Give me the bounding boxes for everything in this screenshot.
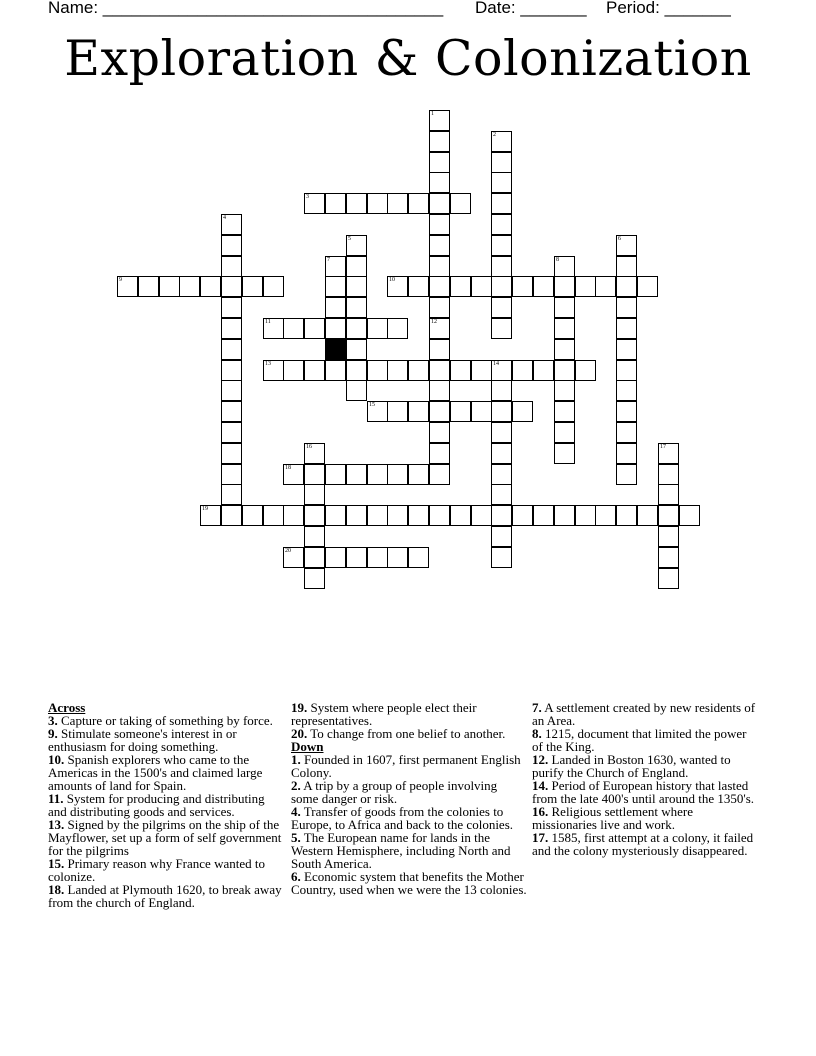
crossword-cell[interactable] (138, 276, 159, 297)
down-clue: 7. A settlement created by new residents of an Area. (532, 700, 756, 728)
down-clue: 1. Founded in 1607, first permanent English Colony. (291, 752, 521, 780)
crossword-cell[interactable] (429, 464, 450, 485)
crossword-cell[interactable] (325, 464, 346, 485)
crossword-cell[interactable] (429, 276, 450, 297)
crossword-cell[interactable] (491, 484, 512, 505)
crossword-cell[interactable] (429, 505, 450, 526)
crossword-cell[interactable] (221, 443, 242, 464)
crossword-cell[interactable] (616, 256, 637, 277)
crossword-cell[interactable] (575, 276, 596, 297)
crossword-cell[interactable] (512, 276, 533, 297)
across-clue: 18. Landed at Plymouth 1620, to break away from the church of England. (48, 882, 282, 910)
crossword-cell[interactable] (554, 256, 575, 277)
crossword-cell[interactable] (346, 297, 367, 318)
crossword-cell[interactable] (429, 380, 450, 401)
clue-number: 17 (660, 444, 666, 450)
crossword-cell[interactable] (387, 464, 408, 485)
crossword-cell[interactable] (491, 401, 512, 422)
across-clue: 15. Primary reason why France wanted to colonize. (48, 856, 265, 884)
crossword-cell[interactable] (179, 276, 200, 297)
crossword-cell[interactable] (200, 276, 221, 297)
crossword-cell[interactable] (346, 256, 367, 277)
crossword-cell[interactable] (263, 505, 284, 526)
crossword-cell[interactable] (533, 360, 554, 381)
crossword-cell[interactable] (221, 318, 242, 339)
crossword-cell[interactable] (221, 401, 242, 422)
crossword-cell[interactable] (263, 276, 284, 297)
crossword-cell[interactable] (367, 193, 388, 214)
crossword-cell[interactable] (325, 297, 346, 318)
crossword-cell[interactable] (304, 193, 325, 214)
crossword-cell[interactable] (304, 360, 325, 381)
crossword-cell[interactable] (491, 526, 512, 547)
down-clue: 6. Economic system that benefits the Mother Country, used when we were the 13 colonies. (291, 869, 527, 897)
crossword-cell[interactable] (533, 276, 554, 297)
crossword-cell[interactable] (595, 276, 616, 297)
crossword-cell[interactable] (491, 172, 512, 193)
crossword-cell[interactable] (429, 214, 450, 235)
crossword-cell[interactable] (616, 318, 637, 339)
down-heading: Down (291, 739, 324, 754)
clues-column-2 (291, 701, 527, 896)
crossword-cell[interactable] (283, 360, 304, 381)
down-clue: 4. Transfer of goods from the colonies to Europe, to Africa and back to the colonies. (291, 804, 514, 832)
down-clue: 17. 1585, first attempt at a colony, it failed and the colony mysteriously disappeared. (532, 830, 754, 858)
clue-number: 2 (493, 132, 496, 138)
crossword-cell[interactable] (408, 464, 429, 485)
crossword-cell[interactable] (429, 256, 450, 277)
crossword-cell[interactable] (367, 505, 388, 526)
page-title: Exploration & Colonization (64, 30, 752, 87)
crossword-cell[interactable] (387, 401, 408, 422)
crossword-cell[interactable] (117, 276, 138, 297)
crossword-cell[interactable] (554, 297, 575, 318)
clues-column-1 (48, 701, 284, 909)
crossword-cell[interactable] (658, 568, 679, 589)
crossword-cell[interactable] (221, 276, 242, 297)
crossword-cell[interactable] (367, 464, 388, 485)
crossword-cell[interactable] (491, 131, 512, 152)
crossword-cell[interactable] (304, 464, 325, 485)
crossword-cell[interactable] (491, 214, 512, 235)
crossword-cell[interactable] (575, 505, 596, 526)
crossword-cell[interactable] (533, 505, 554, 526)
crossword-cell[interactable] (616, 276, 637, 297)
crossword-cell[interactable] (471, 276, 492, 297)
crossword-cell[interactable] (554, 380, 575, 401)
clue-number: 1 (431, 111, 434, 117)
crossword-cell[interactable] (491, 318, 512, 339)
crossword-cell[interactable] (346, 505, 367, 526)
crossword-cell[interactable] (616, 297, 637, 318)
crossword-cell[interactable] (221, 484, 242, 505)
crossword-cell[interactable] (325, 547, 346, 568)
crossword-cell[interactable] (471, 401, 492, 422)
period-field[interactable]: Period: _______ (606, 0, 731, 17)
crossword-cell[interactable] (346, 193, 367, 214)
crossword-cell[interactable] (325, 276, 346, 297)
crossword-cell[interactable] (450, 401, 471, 422)
clue-number: 3 (306, 194, 309, 200)
crossword-cell[interactable] (450, 276, 471, 297)
crossword-cell[interactable] (512, 401, 533, 422)
clue-number: 6 (618, 236, 621, 242)
crossword-cell[interactable] (491, 276, 512, 297)
clue-number: 16 (306, 444, 312, 450)
crossword-cell[interactable] (367, 401, 388, 422)
crossword-cell[interactable] (387, 276, 408, 297)
crossword-cell[interactable] (491, 422, 512, 443)
crossword-cell[interactable] (679, 505, 700, 526)
crossword-cell[interactable] (221, 464, 242, 485)
crossword-cell[interactable] (554, 505, 575, 526)
crossword-cell[interactable] (450, 193, 471, 214)
crossword-cell[interactable] (221, 235, 242, 256)
crossword-cell[interactable] (283, 505, 304, 526)
crossword-cell[interactable] (554, 318, 575, 339)
across-clue: 11. System for producing and distributing and distributing goods and services. (48, 791, 265, 819)
crossword-cell[interactable] (637, 276, 658, 297)
crossword-cell[interactable] (387, 360, 408, 381)
crossword-cell[interactable] (429, 110, 450, 131)
crossword-cell[interactable] (658, 484, 679, 505)
down-clue: 8. 1215, document that limited the power of the King. (532, 726, 747, 754)
crossword-cell[interactable] (283, 318, 304, 339)
crossword-cell[interactable] (263, 360, 284, 381)
crossword-cell[interactable] (471, 360, 492, 381)
crossword-cell[interactable] (429, 235, 450, 256)
crossword-cell[interactable] (346, 464, 367, 485)
crossword-cell[interactable] (616, 505, 637, 526)
across-heading: Across (48, 700, 86, 715)
across-clue: 10. Spanish explorers who came to the Americas in the 1500's and claimed large amounts of land for Spain. (48, 752, 263, 793)
crossword-cell[interactable] (658, 526, 679, 547)
crossword-cell[interactable] (408, 547, 429, 568)
crossword-cell[interactable] (200, 505, 221, 526)
crossword-cell[interactable] (304, 505, 325, 526)
crossword-cell[interactable] (616, 360, 637, 381)
crossword-cell[interactable] (491, 380, 512, 401)
crossword-cell[interactable] (595, 505, 616, 526)
crossword-cell[interactable] (429, 339, 450, 360)
crossword-cell[interactable] (221, 380, 242, 401)
crossword-cell[interactable] (491, 297, 512, 318)
clue-number: 10 (389, 277, 395, 283)
crossword-cell[interactable] (491, 193, 512, 214)
crossword-cell[interactable] (491, 256, 512, 277)
across-clue: 13. Signed by the pilgrims on the ship of the Mayflower, set up a form of self government for the pilgrims (48, 817, 282, 858)
crossword-cell[interactable] (346, 235, 367, 256)
crossword-cell[interactable] (429, 297, 450, 318)
crossword-cell[interactable] (658, 547, 679, 568)
crossword-cell[interactable] (429, 131, 450, 152)
crossword-cell[interactable] (408, 276, 429, 297)
crossword-cell[interactable] (387, 505, 408, 526)
crossword-cell[interactable] (616, 464, 637, 485)
clue-number: 9 (119, 277, 122, 283)
crossword-cell[interactable] (325, 360, 346, 381)
crossword-cell[interactable] (512, 505, 533, 526)
crossword-cell[interactable] (491, 152, 512, 173)
clue-number: 4 (223, 215, 226, 221)
crossword-cell[interactable] (575, 360, 596, 381)
crossword-cell[interactable] (491, 443, 512, 464)
across-clue: 3. Capture or taking of something by force. (48, 713, 273, 728)
down-clue: 5. The European name for lands in the Western Hemisphere, including North and South America. (291, 830, 511, 871)
crossword-cell[interactable] (221, 214, 242, 235)
crossword-cell[interactable] (408, 360, 429, 381)
crossword-cell[interactable] (221, 256, 242, 277)
crossword-cell[interactable] (512, 360, 533, 381)
crossword-cell[interactable] (616, 380, 637, 401)
clue-number: 20 (285, 548, 291, 554)
crossword-cell[interactable] (387, 318, 408, 339)
crossword-cell[interactable] (346, 339, 367, 360)
crossword-cell[interactable] (346, 360, 367, 381)
crossword-cell[interactable] (429, 152, 450, 173)
clue-number: 12 (431, 319, 437, 325)
crossword-cell[interactable] (304, 443, 325, 464)
clue-number: 11 (265, 319, 271, 325)
across-clue: 20. To change from one belief to another. (291, 726, 506, 741)
crossword-cell[interactable] (554, 339, 575, 360)
crossword-cell[interactable] (242, 276, 263, 297)
crossword-cell[interactable] (159, 276, 180, 297)
crossword-cell[interactable] (221, 360, 242, 381)
crossword-cell[interactable] (242, 505, 263, 526)
crossword-cell[interactable] (616, 339, 637, 360)
crossword-cell[interactable] (325, 505, 346, 526)
down-clue: 12. Landed in Boston 1630, wanted to purify the Church of England. (532, 752, 731, 780)
crossword-cell[interactable] (367, 318, 388, 339)
clue-number: 18 (285, 465, 291, 471)
crossword-cell[interactable] (450, 505, 471, 526)
clue-number: 7 (327, 257, 330, 263)
crossword-cell[interactable] (554, 422, 575, 443)
crossword-cell[interactable] (450, 360, 471, 381)
crossword-cell[interactable] (408, 401, 429, 422)
crossword-cell[interactable] (658, 464, 679, 485)
clue-number: 8 (556, 257, 559, 263)
crossword-cell[interactable] (387, 547, 408, 568)
crossword-cell[interactable] (429, 401, 450, 422)
crossword-cell[interactable] (429, 360, 450, 381)
crossword-cell[interactable] (304, 547, 325, 568)
crossword-cell[interactable] (616, 401, 637, 422)
clue-number: 13 (265, 361, 271, 367)
crossword-cell[interactable] (304, 484, 325, 505)
crossword-cell[interactable] (429, 193, 450, 214)
crossword-cell[interactable] (554, 401, 575, 422)
crossword-cell[interactable] (491, 360, 512, 381)
crossword-cell[interactable] (658, 505, 679, 526)
crossword-cell[interactable] (221, 505, 242, 526)
crossword-cell[interactable] (408, 193, 429, 214)
crossword-cell[interactable] (491, 505, 512, 526)
crossword-cell[interactable] (304, 526, 325, 547)
crossword-cell[interactable] (616, 235, 637, 256)
crossword-cell[interactable] (263, 318, 284, 339)
crossword-cell[interactable] (658, 443, 679, 464)
crossword-cell[interactable] (429, 172, 450, 193)
down-clue: 16. Religious settlement where missionaries live and work. (532, 804, 694, 832)
crossword-cell[interactable] (221, 422, 242, 443)
crossword-cell[interactable] (471, 505, 492, 526)
crossword-cell[interactable] (554, 443, 575, 464)
crossword-cell[interactable] (491, 547, 512, 568)
crossword-cell[interactable] (346, 276, 367, 297)
date-field[interactable]: Date: _______ (475, 0, 587, 17)
crossword-cell[interactable] (304, 568, 325, 589)
across-clue: 19. System where people elect their representatives. (291, 700, 477, 728)
clue-number: 19 (202, 506, 208, 512)
crossword-cell[interactable] (616, 422, 637, 443)
crossword-cell[interactable] (491, 235, 512, 256)
crossword-cell[interactable] (367, 360, 388, 381)
clue-number: 15 (369, 402, 375, 408)
crossword-cell[interactable] (325, 256, 346, 277)
across-clue: 9. Stimulate someone's interest in or enthusiasm for doing something. (48, 726, 237, 754)
down-clue: 2. A trip by a group of people involving some danger or risk. (291, 778, 498, 806)
crossword-cell[interactable] (325, 193, 346, 214)
name-field[interactable]: Name: ____________________________________ (48, 0, 444, 17)
crossword-black-cell (325, 339, 346, 360)
crossword-cell[interactable] (325, 318, 346, 339)
crossword-cell[interactable] (304, 318, 325, 339)
crossword-cell[interactable] (283, 547, 304, 568)
crossword-cell[interactable] (429, 318, 450, 339)
down-clue: 14. Period of European history that lasted from the late 400's until around the 1350's. (532, 778, 755, 806)
crossword-cell[interactable] (429, 422, 450, 443)
crossword-cell[interactable] (554, 360, 575, 381)
clues-column-3 (532, 701, 760, 857)
crossword-cell[interactable] (221, 297, 242, 318)
crossword-cell[interactable] (554, 276, 575, 297)
crossword-cell[interactable] (346, 547, 367, 568)
crossword-cell[interactable] (429, 443, 450, 464)
crossword-cell[interactable] (346, 380, 367, 401)
clue-number: 5 (348, 236, 351, 242)
crossword-cell[interactable] (283, 464, 304, 485)
crossword-cell[interactable] (346, 318, 367, 339)
crossword-cell[interactable] (491, 464, 512, 485)
crossword-cell[interactable] (221, 339, 242, 360)
clue-number: 14 (493, 361, 499, 367)
crossword-cell[interactable] (637, 505, 658, 526)
crossword-cell[interactable] (367, 547, 388, 568)
crossword-cell[interactable] (387, 193, 408, 214)
crossword-cell[interactable] (616, 443, 637, 464)
crossword-cell[interactable] (408, 505, 429, 526)
